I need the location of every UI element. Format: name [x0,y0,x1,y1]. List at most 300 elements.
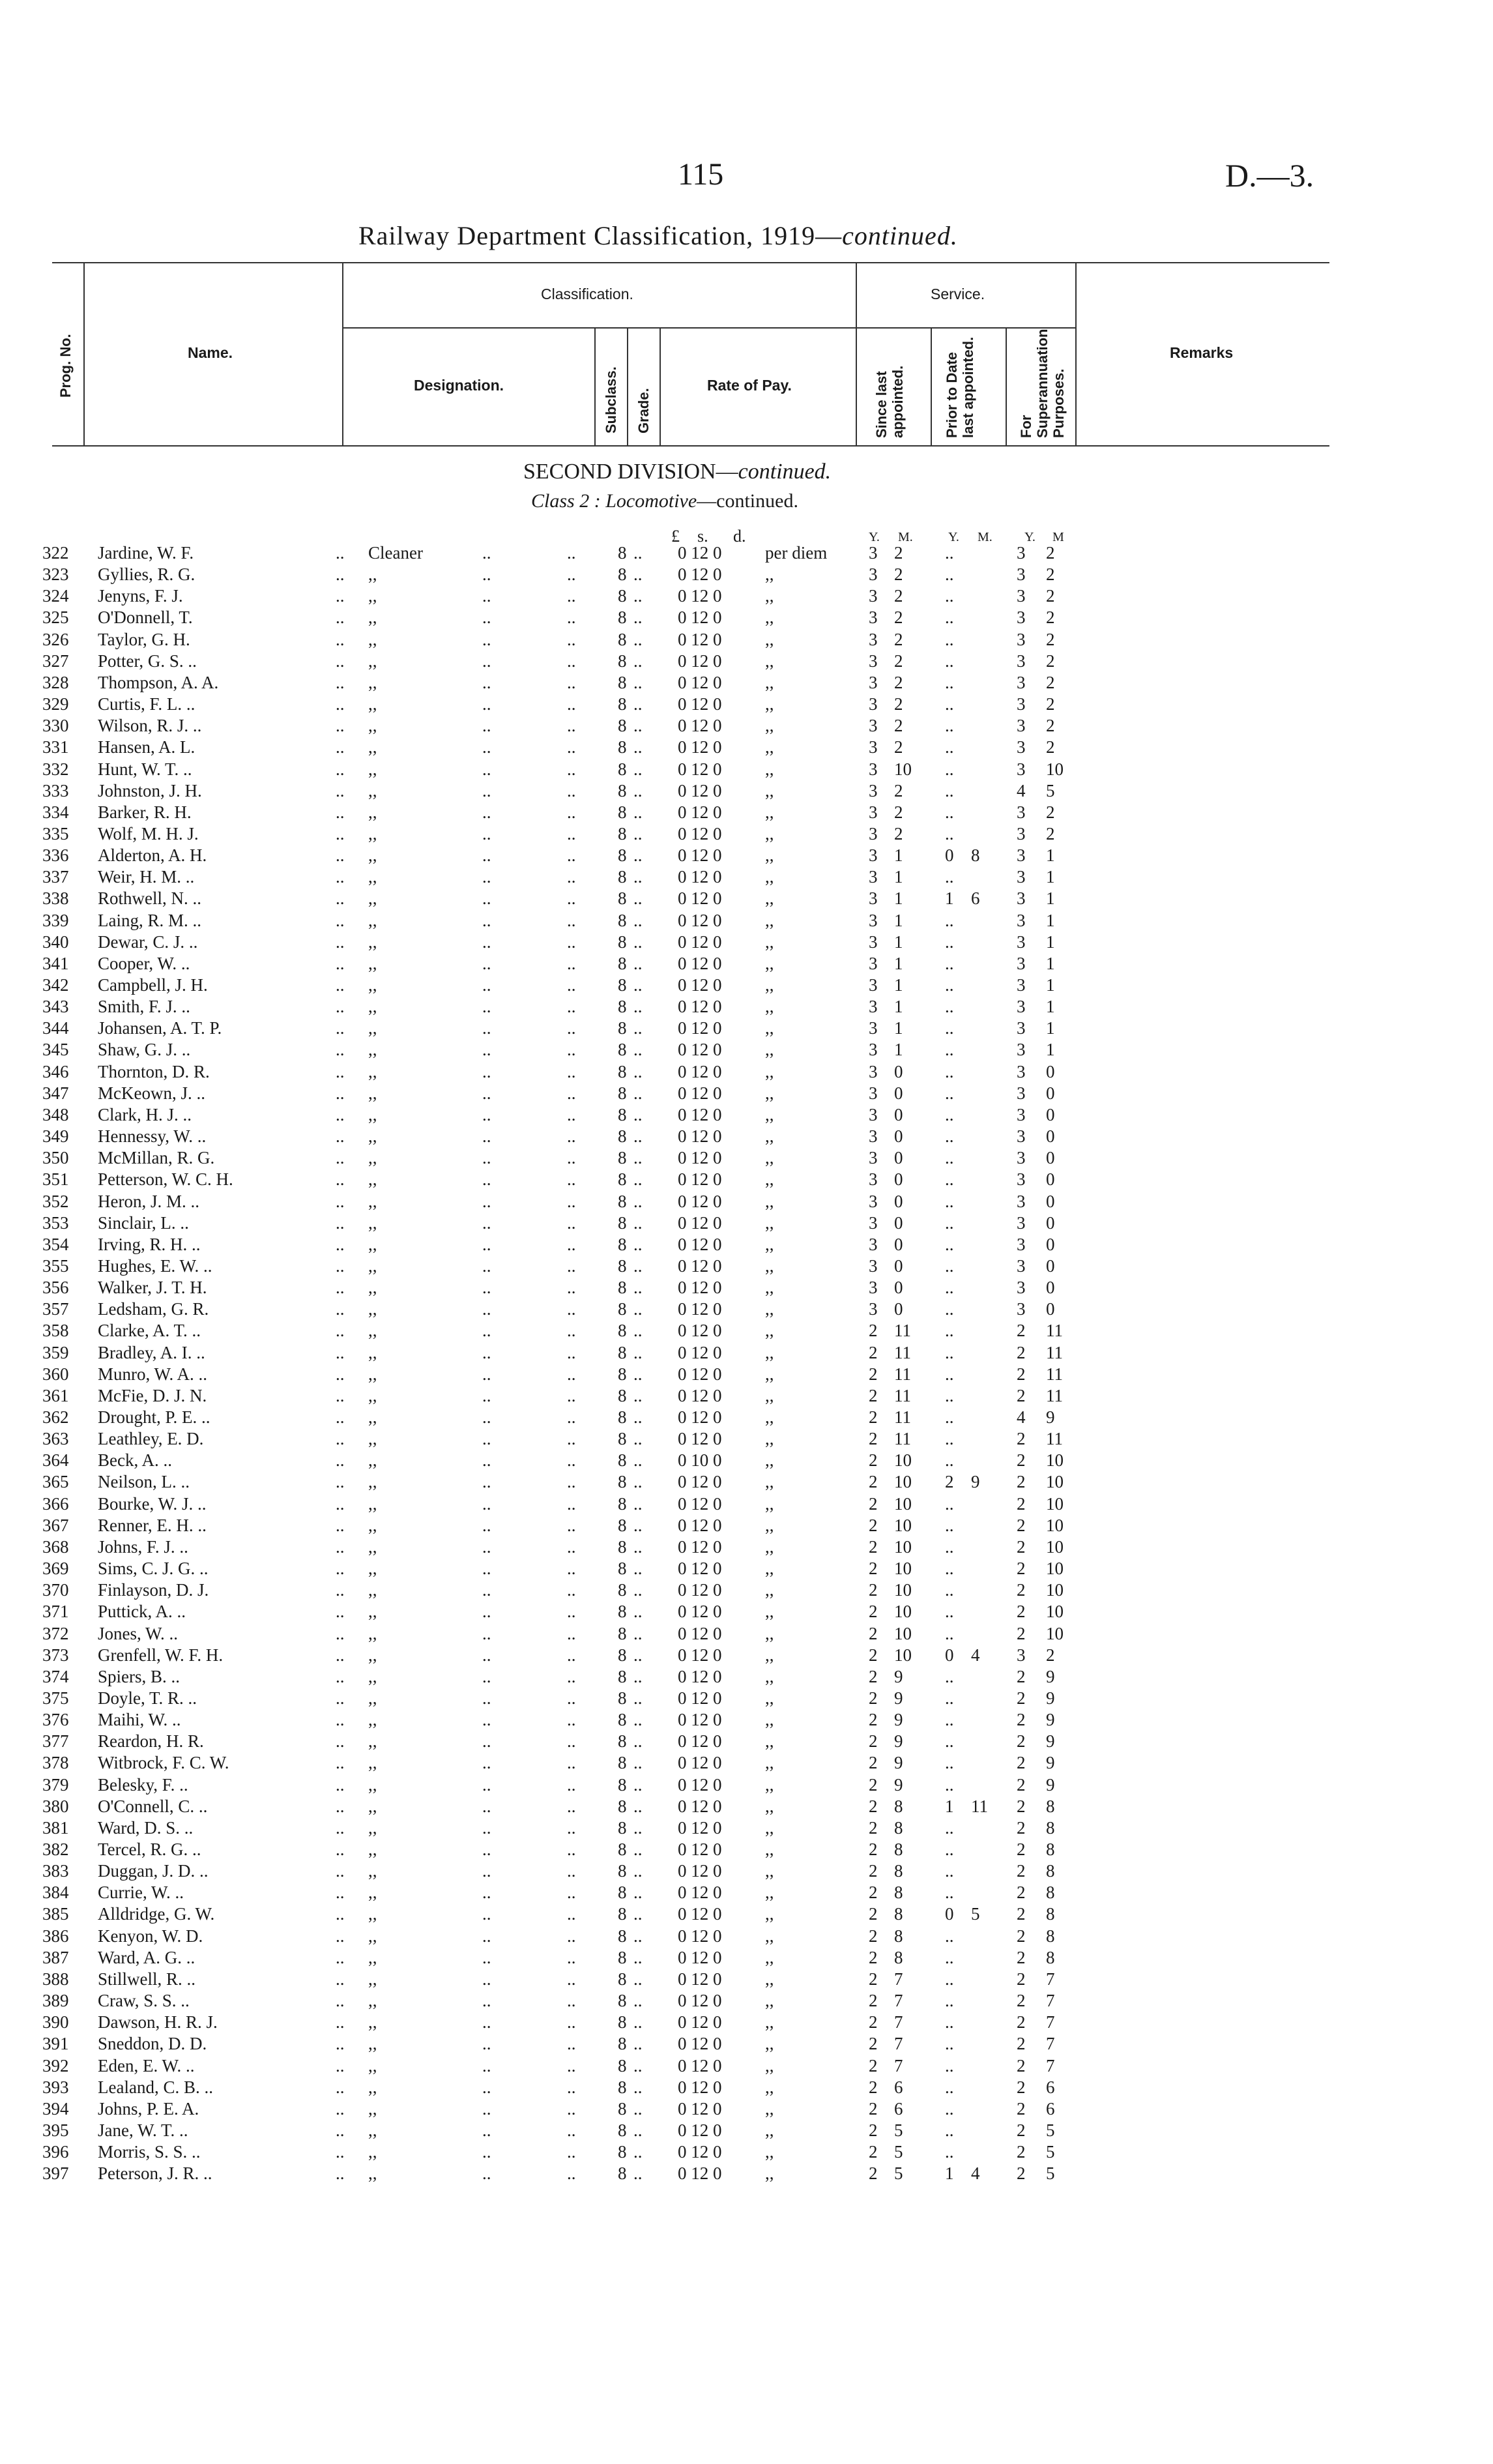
prog-no: 343 [42,997,69,1016]
since-years: 2 [869,1688,878,1708]
super-years: 4 [1017,1407,1026,1427]
employee-name: Johns, F. J. .. [98,1537,188,1557]
since-years: 2 [869,1386,878,1405]
super-years: 3 [1017,1213,1026,1233]
designation: ,, [368,802,377,822]
super-months: 9 [1046,1775,1055,1795]
prog-no: 369 [42,1559,69,1578]
super-years: 3 [1017,867,1026,887]
designation: ,, [368,1861,377,1881]
prog-no: 340 [42,932,69,952]
leader-dots: .. [482,1537,491,1557]
since-months: 11 [894,1407,911,1427]
super-months: 2 [1046,1645,1055,1665]
leader-dots: .. [633,975,643,995]
leader-dots: .. [567,1364,576,1384]
prior-years: .. [945,586,954,606]
class-title-branch: Locomotive [605,490,697,512]
rate-of-pay: 0 12 0 [678,2056,722,2075]
subclass: 8 [618,2163,627,2183]
since-months: 2 [894,802,903,822]
pay-period: ,, [765,1710,774,1729]
leader-dots: .. [482,1148,491,1167]
rate-of-pay: 0 12 0 [678,1407,722,1427]
prog-no-header: Prog. No. [57,334,74,398]
pay-period: ,, [765,1148,774,1167]
super-months: 1 [1046,997,1055,1016]
rate-of-pay: 0 12 0 [678,586,722,606]
since-months: 8 [894,1883,903,1902]
super-months: 2 [1046,673,1055,692]
subclass: 8 [618,1343,627,1362]
prior-years: .. [945,2099,954,2119]
leader-dots: .. [336,1278,345,1297]
designation: ,, [368,867,377,887]
prog-no: 391 [42,2034,69,2053]
header-rule-v6 [627,327,628,445]
subclass: 8 [618,1753,627,1772]
employee-name: Reardon, H. R. [98,1731,204,1751]
leader-dots: .. [633,1624,643,1643]
super-years: 3 [1017,888,1026,908]
leader-dots: .. [567,1083,576,1103]
prog-no: 393 [42,2077,69,2097]
leader-dots: .. [567,975,576,995]
leader-dots: .. [633,1797,643,1816]
leader-dots: .. [336,1797,345,1816]
designation: ,, [368,1450,377,1470]
employee-name: Bradley, A. I. .. [98,1343,205,1362]
employee-name: Kenyon, W. D. [98,1926,203,1946]
designation: ,, [368,1472,377,1491]
super-months: 1 [1046,845,1055,865]
rate-of-pay: 0 12 0 [678,1667,722,1686]
leader-dots: .. [336,565,345,584]
subclass-header: Subclass. [603,366,619,433]
rate-of-pay: 0 12 0 [678,1472,722,1491]
classification-header: Classification. [541,286,633,302]
leader-dots: .. [567,1278,576,1297]
leader-dots: .. [336,630,345,649]
table-row [0,1753,1493,1774]
super-years: 2 [1017,2099,1026,2119]
pay-period: ,, [765,2012,774,2032]
super-months: 2 [1046,586,1055,606]
leader-dots: .. [567,2012,576,2032]
leader-dots: .. [482,997,491,1016]
header-rule-v2 [342,262,343,445]
table-row [0,2077,1493,2098]
leader-dots: .. [567,673,576,692]
subclass: 8 [618,1040,627,1059]
leader-dots: .. [567,1753,576,1772]
table-row [0,1192,1493,1212]
rate-of-pay: 0 12 0 [678,1364,722,1384]
super-months: 0 [1046,1192,1055,1211]
super-months: 10 [1046,1559,1064,1578]
leader-dots: .. [482,651,491,671]
since-years: 3 [869,845,878,865]
super-years: 2 [1017,1624,1026,1643]
subclass: 8 [618,1299,627,1319]
pay-period: ,, [765,2142,774,2162]
super-months: 2 [1046,543,1055,563]
prior-years: .. [945,1688,954,1708]
leader-dots: .. [567,1343,576,1362]
leader-dots: .. [633,2034,643,2053]
prior-months: 11 [971,1797,988,1816]
super-years: 3 [1017,1040,1026,1059]
table-row [0,867,1493,888]
leader-dots: .. [336,1818,345,1838]
subclass: 8 [618,781,627,800]
leader-dots: .. [482,1624,491,1643]
header-mid-rule [342,327,1075,329]
table-row [0,2034,1493,2055]
since-months: 11 [894,1343,911,1362]
leader-dots: .. [336,932,345,952]
prior-months: 8 [971,845,980,865]
leader-dots: .. [336,651,345,671]
unit-pounds: £ [671,527,680,546]
leader-dots: .. [633,1645,643,1665]
prior-years: .. [945,1148,954,1167]
leader-dots: .. [336,1991,345,2010]
employee-name: Eden, E. W. .. [98,2056,195,2075]
pay-period: ,, [765,1580,774,1600]
leader-dots: .. [336,2056,345,2075]
super-years: 2 [1017,2120,1026,2140]
designation: ,, [368,2012,377,2032]
pay-period: ,, [765,1731,774,1751]
since-months: 10 [894,1645,912,1665]
class-title-continued: —continued. [697,490,798,512]
since-months: 7 [894,2056,903,2075]
super-months: 2 [1046,608,1055,627]
since-last-appointed-header [873,334,906,438]
table-row [0,1148,1493,1169]
leader-dots: .. [482,1904,491,1924]
leader-dots: .. [482,1688,491,1708]
rate-of-pay: 0 12 0 [678,1753,722,1772]
subclass: 8 [618,1969,627,1989]
leader-dots: .. [336,2034,345,2053]
since-years: 2 [869,1948,878,1967]
subclass: 8 [618,911,627,930]
since-months: 0 [894,1169,903,1189]
leader-dots: .. [633,1343,643,1362]
leader-dots: .. [633,1948,643,1967]
prog-no: 390 [42,2012,69,2032]
super-months: 11 [1046,1429,1063,1448]
leader-dots: .. [567,1861,576,1881]
prog-no: 385 [42,1904,69,1924]
leader-dots: .. [567,1624,576,1643]
rate-of-pay: 0 12 0 [678,1321,722,1340]
leader-dots: .. [336,845,345,865]
prior-months: 9 [971,1472,980,1491]
rate-of-pay: 0 12 0 [678,1062,722,1081]
pay-period: ,, [765,565,774,584]
prog-no: 339 [42,911,69,930]
table-row [0,1472,1493,1493]
table-row [0,1624,1493,1645]
prior-months: 5 [971,1904,980,1924]
since-years: 3 [869,1126,878,1146]
pay-period: ,, [765,1904,774,1924]
grade-header: Grade. [635,388,652,433]
employee-name: Hansen, A. L. [98,737,196,757]
since-years: 3 [869,954,878,973]
super-years: 2 [1017,1688,1026,1708]
rate-of-pay: 0 12 0 [678,565,722,584]
since-months: 10 [894,1516,912,1535]
prior-years: .. [945,1775,954,1795]
super-months: 0 [1046,1299,1055,1319]
leader-dots: .. [633,1537,643,1557]
since-months: 10 [894,1472,912,1491]
subclass: 8 [618,1926,627,1946]
designation: ,, [368,2056,377,2075]
prog-no: 368 [42,1537,69,1557]
leader-dots: .. [482,759,491,779]
super-years: 3 [1017,694,1026,714]
leader-dots: .. [633,1256,643,1276]
subclass: 8 [618,1472,627,1491]
super-months: 0 [1046,1083,1055,1103]
prior-years: .. [945,1126,954,1146]
leader-dots: .. [482,1602,491,1621]
since-months: 2 [894,565,903,584]
leader-dots: .. [567,1969,576,1989]
prior-years: .. [945,1169,954,1189]
prior-years: .. [945,802,954,822]
employee-name: Weir, H. M. .. [98,867,195,887]
employee-name: Hennessy, W. .. [98,1126,207,1146]
rate-of-pay: 0 12 0 [678,1083,722,1103]
since-years: 3 [869,1299,878,1319]
prog-no: 360 [42,1364,69,1384]
pay-period: ,, [765,1321,774,1340]
super-years: 3 [1017,1192,1026,1211]
table-row [0,586,1493,607]
since-months: 2 [894,630,903,649]
pay-period: ,, [765,1602,774,1621]
pay-period: ,, [765,1645,774,1665]
leader-dots: .. [567,1710,576,1729]
division-title-continued: continued. [738,460,832,484]
rate-of-pay: 0 12 0 [678,1731,722,1751]
leader-dots: .. [336,1948,345,1967]
table-row [0,1278,1493,1298]
prior-years: .. [945,1040,954,1059]
prior-years: .. [945,1710,954,1729]
since-years: 3 [869,716,878,735]
since-years: 2 [869,1969,878,1989]
super-months: 0 [1046,1169,1055,1189]
table-row [0,1018,1493,1039]
leader-dots: .. [482,1278,491,1297]
pay-period: ,, [765,608,774,627]
designation: ,, [368,1710,377,1729]
subclass: 8 [618,1126,627,1146]
rate-of-pay: 0 12 0 [678,911,722,930]
prog-no: 371 [42,1602,69,1621]
rate-of-pay: 0 12 0 [678,2077,722,2097]
leader-dots: .. [633,1213,643,1233]
since-months: 1 [894,911,903,930]
leader-dots: .. [633,1904,643,1924]
leader-dots: .. [633,586,643,606]
leader-dots: .. [482,1797,491,1816]
super-years: 2 [1017,1537,1026,1557]
pay-period: ,, [765,737,774,757]
designation: ,, [368,1688,377,1708]
since-years: 2 [869,1818,878,1838]
prog-no: 394 [42,2099,69,2119]
super-years: 3 [1017,1235,1026,1254]
since-years: 2 [869,2012,878,2032]
leader-dots: .. [633,651,643,671]
leader-dots: .. [633,1559,643,1578]
subclass: 8 [618,1083,627,1103]
since-years: 3 [869,975,878,995]
leader-dots: .. [633,1126,643,1146]
super-months: 2 [1046,824,1055,843]
employee-name: Witbrock, F. C. W. [98,1753,229,1772]
pay-period: ,, [765,1624,774,1643]
leader-dots: .. [567,1775,576,1795]
header-rule-v3 [856,262,857,445]
rate-of-pay: 0 12 0 [678,1018,722,1038]
leader-dots: .. [567,1991,576,2010]
leader-dots: .. [336,1407,345,1427]
leader-dots: .. [482,911,491,930]
leader-dots: .. [567,1688,576,1708]
rate-of-pay: 0 12 0 [678,2120,722,2140]
since-years: 3 [869,1062,878,1081]
leader-dots: .. [482,1062,491,1081]
table-row [0,824,1493,845]
leader-dots: .. [633,1018,643,1038]
designation: ,, [368,673,377,692]
since-years: 3 [869,586,878,606]
leader-dots: .. [633,543,643,563]
super-years: 2 [1017,1775,1026,1795]
pay-period: ,, [765,759,774,779]
prog-no: 335 [42,824,69,843]
prog-no: 378 [42,1753,69,1772]
prior-years: .. [945,694,954,714]
leader-dots: .. [482,1775,491,1795]
leader-dots: .. [633,997,643,1016]
leader-dots: .. [567,888,576,908]
rate-of-pay: 0 12 0 [678,867,722,887]
prior-years: .. [945,1494,954,1514]
leader-dots: .. [336,673,345,692]
table-row [0,1040,1493,1061]
since-months: 10 [894,1624,912,1643]
designation: ,, [368,1516,377,1535]
rate-of-pay: 0 12 0 [678,2099,722,2119]
table-row [0,1580,1493,1601]
leader-dots: .. [336,694,345,714]
designation: Cleaner [368,543,423,563]
since-months: 0 [894,1256,903,1276]
super-years: 2 [1017,1861,1026,1881]
prior-years: .. [945,1105,954,1124]
subclass: 8 [618,802,627,822]
employee-name: Jenyns, F. J. [98,586,183,606]
leader-dots: .. [567,1040,576,1059]
employee-name: Clark, H. J. .. [98,1105,192,1124]
leader-dots: .. [633,1105,643,1124]
super-years: 2 [1017,1969,1026,1989]
super-years: 3 [1017,716,1026,735]
subclass: 8 [618,824,627,843]
leader-dots: .. [482,1818,491,1838]
leader-dots: .. [567,1126,576,1146]
leader-dots: .. [336,608,345,627]
since-months: 0 [894,1299,903,1319]
super-months: 0 [1046,1213,1055,1233]
prior-months: 6 [971,888,980,908]
subclass: 8 [618,1321,627,1340]
leader-dots: .. [336,1904,345,1924]
leader-dots: .. [567,1926,576,1946]
prior-years: .. [945,1624,954,1643]
leader-dots: .. [482,2120,491,2140]
table-row [0,608,1493,628]
prog-no: 364 [42,1450,69,1470]
unit-months-prior: M. [978,530,993,544]
super-months: 6 [1046,2077,1055,2097]
employee-name: Puttick, A. .. [98,1602,186,1621]
leader-dots: .. [567,1105,576,1124]
leader-dots: .. [336,1213,345,1233]
leader-dots: .. [567,781,576,800]
rate-of-pay: 0 12 0 [678,1559,722,1578]
super-years: 3 [1017,608,1026,627]
pay-period: ,, [765,781,774,800]
leader-dots: .. [567,1645,576,1665]
subclass: 8 [618,1818,627,1838]
leader-dots: .. [336,1667,345,1686]
super-months: 10 [1046,1537,1064,1557]
prior-years: .. [945,1018,954,1038]
leader-dots: .. [633,1450,643,1470]
since-years: 2 [869,1343,878,1362]
super-years: 2 [1017,2142,1026,2162]
pay-period: ,, [765,1429,774,1448]
since-years: 2 [869,2099,878,2119]
leader-dots: .. [336,759,345,779]
since-years: 3 [869,673,878,692]
employee-name: Potter, G. S. .. [98,651,197,671]
leader-dots: .. [633,2012,643,2032]
since-years: 2 [869,1883,878,1902]
pay-period: ,, [765,867,774,887]
leader-dots: .. [633,1472,643,1491]
pay-period: ,, [765,1450,774,1470]
subclass: 8 [618,888,627,908]
designation: ,, [368,1991,377,2010]
employee-name: Munro, W. A. .. [98,1364,208,1384]
leader-dots: .. [482,1321,491,1340]
subclass: 8 [618,932,627,952]
designation: ,, [368,2099,377,2119]
since-months: 2 [894,716,903,735]
